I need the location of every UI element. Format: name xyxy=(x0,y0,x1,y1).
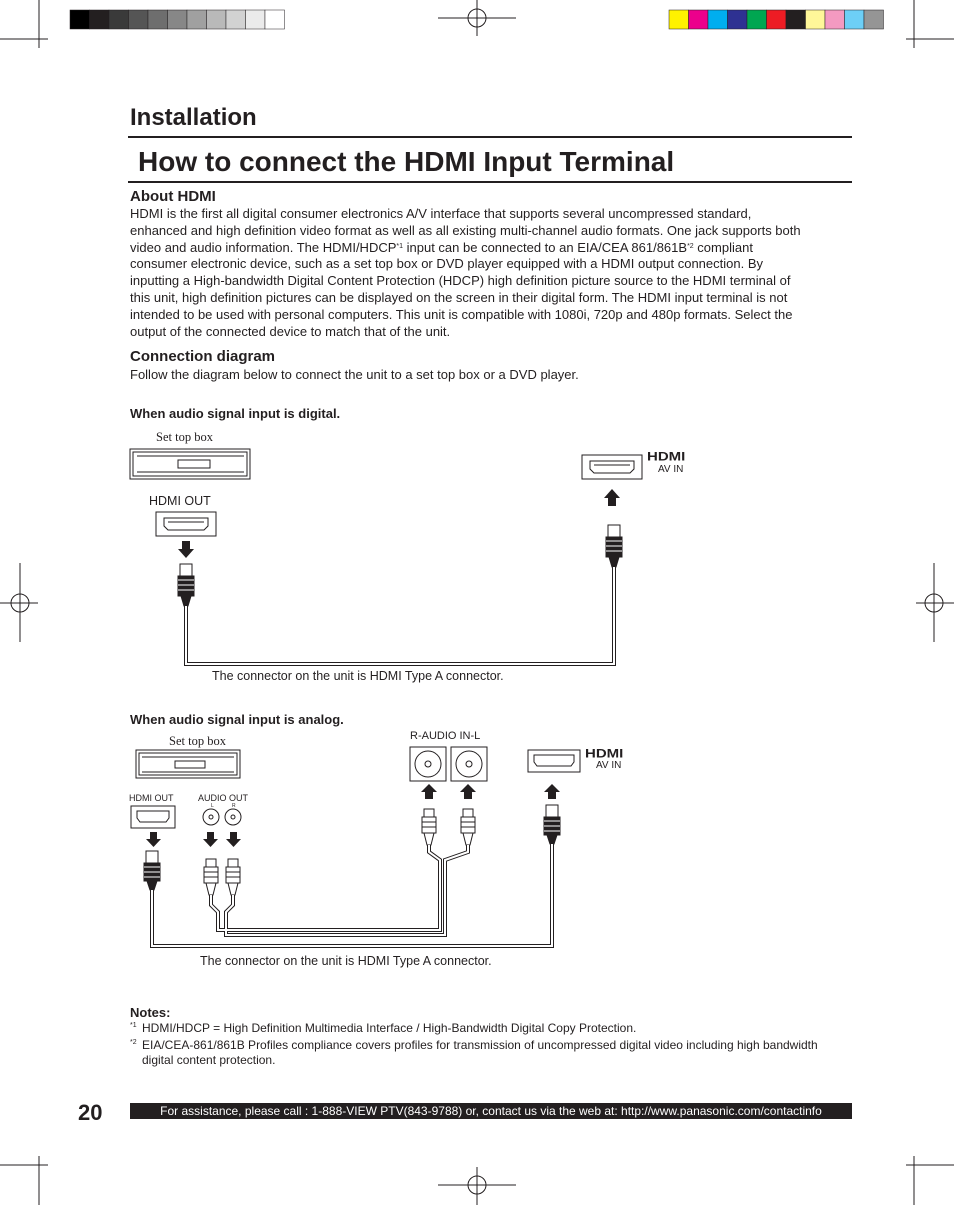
audio-out-jacks xyxy=(203,809,241,825)
arrow-down-icon xyxy=(203,832,218,847)
section-title: Installation xyxy=(130,104,257,131)
audio-in-jacks xyxy=(410,747,487,781)
note-mark: *1 xyxy=(130,1022,137,1029)
note-mark: *2 xyxy=(130,1039,137,1046)
analog-caption: The connector on the unit is HDMI Type A connector. xyxy=(200,954,492,968)
rca-plug xyxy=(461,809,475,845)
audio-in-label: R-AUDIO IN-L xyxy=(410,730,481,742)
arrow-down-icon xyxy=(146,832,161,847)
note-item xyxy=(130,1021,862,1068)
page-title: How to connect the HDMI Input Terminal xyxy=(138,146,675,177)
av-in-label: AV IN xyxy=(658,464,684,475)
about-line: inputting a High-bandwidth Digital Content Protection (HDCP) high definition picture source to the HDMI terminal of xyxy=(130,273,791,289)
about-heading: About HDMI xyxy=(130,188,216,205)
about-line: consumer electronic device, such as a set top box or DVD player equipped with a HDMI output connection. By xyxy=(130,256,763,272)
stb-label: Set top box xyxy=(169,734,226,748)
notes-title: Notes: xyxy=(130,1005,171,1020)
about-line: enhanced and high definition video format as well as all existing multi-channel audio formats. One jack supports both xyxy=(130,222,801,238)
hdmi-out-port xyxy=(131,806,175,828)
hdmi-out-label: HDMI OUT xyxy=(129,793,174,803)
audio-l-label: L xyxy=(211,803,214,809)
set-top-box xyxy=(136,750,240,778)
analog-title: When audio signal input is analog. xyxy=(130,712,344,727)
about-line: output of the connected device to match that of the unit. xyxy=(130,323,451,339)
arrow-down-icon xyxy=(226,832,241,847)
digital-caption: The connector on the unit is HDMI Type A connector. xyxy=(212,669,504,683)
connection-intro: Follow the diagram below to connect the unit to a set top box or a DVD player. xyxy=(130,367,579,382)
av-in-label: AV IN xyxy=(596,760,622,771)
digital-title: When audio signal input is digital. xyxy=(130,406,341,421)
note-text: digital content protection. xyxy=(142,1053,276,1067)
footer-bar: For assistance, please call : 1-888-VIEW PTV(843-9788) or, contact us via the web at: http://www.panasonic.com/contactinfo xyxy=(130,1103,852,1119)
arrow-up-icon xyxy=(421,784,437,799)
rca-plug xyxy=(226,859,240,895)
note-text: EIA/CEA-861/861B Profiles compliance covers profiles for transmission of uncompressed digital video including high bandwidth xyxy=(142,1038,818,1052)
about-line: video and audio information. The HDMI/HDCP$^{*1}$ input can be connected to an EIA/CEA $861/861B^{*2}$ compliant xyxy=(130,239,753,255)
hdmi-in-port xyxy=(528,750,580,772)
stb-label: Set top box xyxy=(156,430,213,444)
hdmi-plug xyxy=(544,805,560,844)
about-line: HDMI is the first all digital consumer electronics A/V interface that supports several uncompressed standard, xyxy=(130,206,752,221)
arrow-up-icon xyxy=(460,784,476,799)
audio-out-label: AUDIO OUT xyxy=(198,793,249,803)
hdmi-logo: HDMI xyxy=(647,450,686,464)
arrow-up-icon xyxy=(544,784,560,799)
rca-plug xyxy=(422,809,436,845)
hdmi-logo: HDMI xyxy=(585,747,624,761)
audio-cable xyxy=(226,845,468,935)
hdmi-out-label: HDMI OUT xyxy=(149,494,211,508)
note-text: HDMI/HDCP = High Definition Multimedia Interface / High-Bandwidth Digital Copy Protection. xyxy=(142,1021,637,1035)
audio-cable xyxy=(211,845,440,930)
connection-heading: Connection diagram xyxy=(130,348,276,365)
page-number: 20 xyxy=(78,1100,103,1125)
hdmi-plug xyxy=(144,851,160,890)
audio-r-label: R xyxy=(232,803,236,809)
about-line: this unit, high definition pictures can be displayed on the screen in their digital form. The HDMI input terminal is not xyxy=(130,289,788,305)
about-line: intended to be used with personal computers. This unit is compatible with 1080i, 720p and 480p formats. Select the xyxy=(130,306,793,322)
rca-plug xyxy=(204,859,218,895)
